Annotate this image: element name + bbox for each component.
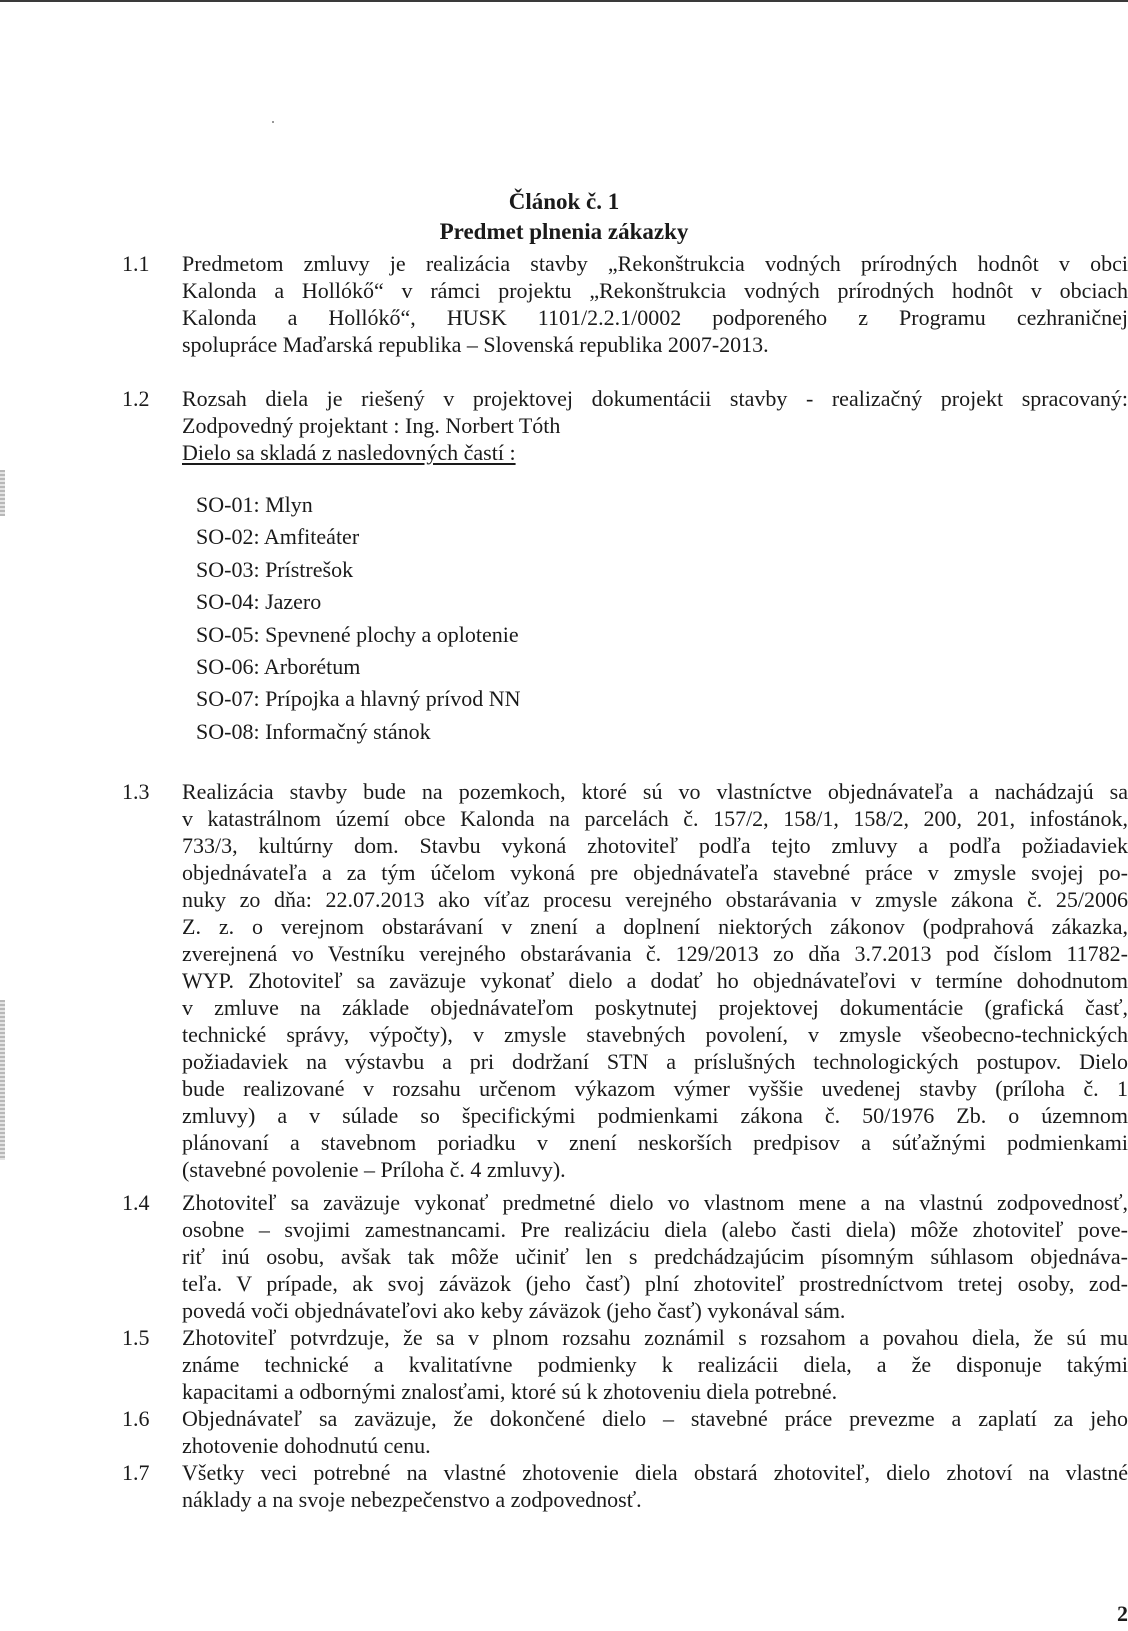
text-line: náklady a na svoje nebezpečenstvo a zodpovednosť. — [182, 1487, 642, 1512]
list-item — [196, 586, 520, 618]
part-code: SO-06: — [196, 653, 260, 679]
page-top-edge — [0, 0, 1128, 2]
text-line: Predmetom zmluvy je realizácia stavby „Rekonštrukcia vodných prírodných hodnôt v obci — [182, 251, 1128, 276]
text-line: v zmluve na základe objednávateľom poskytnutej projektovej dokumentácie (grafická časť, — [182, 995, 1128, 1020]
text-line: Realizácia stavby bude na pozemkoch, ktoré sú vo vlastníctve objednávateľa a nachádzajú sa — [182, 779, 1128, 804]
section-text — [182, 1189, 1128, 1324]
section-text — [182, 1405, 1128, 1459]
text-line: WYP. Zhotoviteľ sa zaväzuje vykonať dielo a dodať ho objednávateľovi v termíne dohodnutom — [182, 968, 1128, 993]
section-number: 1.2 — [122, 386, 150, 411]
section-number: 1.5 — [122, 1325, 150, 1350]
text-line: bude realizované v rozsahu určenom výkazom výmer vyššie uvedenej stavby (príloha č. 1 — [182, 1076, 1128, 1101]
part-code: SO-01: — [196, 492, 260, 517]
part-code: SO-05: — [196, 621, 260, 647]
scan-artifact — [0, 470, 5, 516]
parts-heading: Dielo sa skladá z nasledovných častí : — [182, 440, 516, 465]
text-line: v katastrálnom území obce Kalonda na parcelách č. 157/2, 158/1, 158/2, 200, 201, infostánok, — [182, 806, 1128, 831]
text-line: Zhotoviteľ sa zaväzuje vykonať predmetné dielo vo vlastnom mene a na vlastnú zodpovednosť, — [182, 1190, 1128, 1215]
scan-dot — [272, 121, 274, 123]
text-line: teľa. V prípade, ak svoj záväzok (jeho časť) plní zhotoviteľ prostredníctvom tretej osoby, zod- — [182, 1271, 1128, 1296]
parts-list — [196, 489, 520, 748]
list-item — [196, 716, 520, 748]
page-number: 2 — [1117, 1601, 1128, 1626]
part-name: Amfiteáter — [263, 524, 360, 550]
part-name: Arborétum — [263, 653, 361, 679]
list-item — [196, 489, 520, 521]
text-line: nuky zo dňa: 22.07.2013 ako víťaz procesu verejného obstarávania v zmysle zákona č. 25/2006 — [182, 887, 1128, 912]
section-number: 1.6 — [122, 1406, 150, 1431]
list-item — [196, 683, 520, 715]
section-text — [182, 1459, 1128, 1513]
text-line: Z. z. o verejnom obstarávaní v znení a doplnení niektorých zákonov (podprahová zákazka, — [182, 914, 1128, 939]
section-text — [182, 1324, 1128, 1405]
part-code: SO-02: — [196, 524, 260, 550]
section-text — [182, 778, 1128, 1183]
scan-artifact — [0, 1000, 5, 1160]
text-line: známe technické a kvalitatívne podmienky k realizácii diela, a že disponuje takými — [182, 1352, 1128, 1377]
section-number: 1.1 — [122, 251, 150, 276]
text-line: Kalonda a Hollókő“ v rámci projektu „Rekonštrukcia vodných prírodných hodnôt v obciach — [182, 278, 1128, 303]
part-code: SO-08: — [196, 718, 260, 744]
text-line: zmluvy) a v súlade so špecifickými podmienkami zákona č. 50/1976 Zb. o územnom — [182, 1103, 1128, 1128]
list-item — [196, 651, 520, 683]
article-subject: Predmet plnenia zákazky — [439, 219, 689, 244]
text-line: povedá voči objednávateľovi ako keby záväzok (jeho časť) vykonával sám. — [182, 1298, 846, 1323]
text-line: technické správy, výpočty), v zmysle stavebných povolení, v zmysle všeobecno-technických — [182, 1022, 1128, 1047]
list-item — [196, 619, 520, 651]
text-line: plánovaní a stavebnom poriadku v znení neskorších predpisov a súťažnými podmienkami — [182, 1130, 1128, 1155]
text-line: spolupráce Maďarská republika – Slovenská republika 2007-2013. — [182, 332, 769, 357]
text-line: Zodpovedný projektant : Ing. Norbert Tóth — [182, 413, 561, 438]
text-line: Všetky veci potrebné na vlastné zhotovenie diela obstará zhotoviteľ, dielo zhotoví na vlastné — [182, 1460, 1128, 1485]
text-line: Kalonda a Hollókő“, HUSK 1101/2.2.1/0002 podporeného z Programu cezhraničnej — [182, 305, 1128, 330]
part-name: Prístrešok — [265, 556, 354, 582]
part-name: Mlyn — [265, 492, 313, 517]
section-text — [182, 385, 1128, 466]
article-heading: Článok č. 1 — [508, 189, 620, 214]
text-line: Rozsah diela je riešený v projektovej dokumentácii stavby - realizačný projekt spracovaný: — [182, 386, 1128, 411]
part-code: SO-07: — [196, 686, 260, 712]
part-code: SO-03: — [196, 556, 260, 582]
text-line: (stavebné povolenie – Príloha č. 4 zmluvy). — [182, 1157, 566, 1182]
text-line: osobne – svojimi zamestnancami. Pre realizáciu diela (alebo časti diela) môže zhotoviteľ pove- — [182, 1217, 1128, 1242]
text-line: 733/3, kultúrny dom. Stavbu vykoná zhotoviteľ podľa tejto zmluvy a podľa požiadaviek — [182, 833, 1128, 858]
text-line: kapacitami a odbornými znalosťami, ktoré sú k zhotoveniu diela potrebné. — [182, 1379, 838, 1404]
section-number: 1.7 — [122, 1460, 150, 1485]
section-number: 1.4 — [122, 1190, 150, 1215]
text-line: riť inú osobu, avšak tak môže učiniť len s predchádzajúcim písomným súhlasom objednáva- — [182, 1244, 1128, 1269]
text-line: objednávateľa a za tým účelom vykoná pre objednávateľa stavebné práce v zmysle svojej po- — [182, 860, 1128, 885]
part-name: Informačný stánok — [265, 718, 431, 744]
part-name: Spevnené plochy a oplotenie — [265, 621, 519, 647]
part-name: Jazero — [265, 589, 322, 615]
section-text — [182, 250, 1128, 358]
text-line: Objednávateľ sa zaväzuje, že dokončené dielo – stavebné práce prevezme a zaplatí za jeho — [182, 1406, 1128, 1431]
list-item — [196, 521, 520, 553]
part-name: Prípojka a hlavný prívod NN — [265, 686, 521, 712]
text-line: zhotovenie dohodnutú cenu. — [182, 1433, 431, 1458]
text-line: zverejnená vo Vestníku verejného obstarávania č. 129/2013 zo dňa 3.7.2013 pod číslom 11782- — [182, 941, 1128, 966]
part-code: SO-04: — [196, 589, 260, 615]
text-line: požiadaviek na výstavbu a pri dodržaní STN a príslušných technologických postupov. Dielo — [182, 1049, 1128, 1074]
text-line: Zhotoviteľ potvrdzuje, že sa v plnom rozsahu zoznámil s rozsahom a povahou diela, že sú mu — [182, 1325, 1128, 1350]
list-item — [196, 554, 520, 586]
section-number: 1.3 — [122, 779, 150, 804]
